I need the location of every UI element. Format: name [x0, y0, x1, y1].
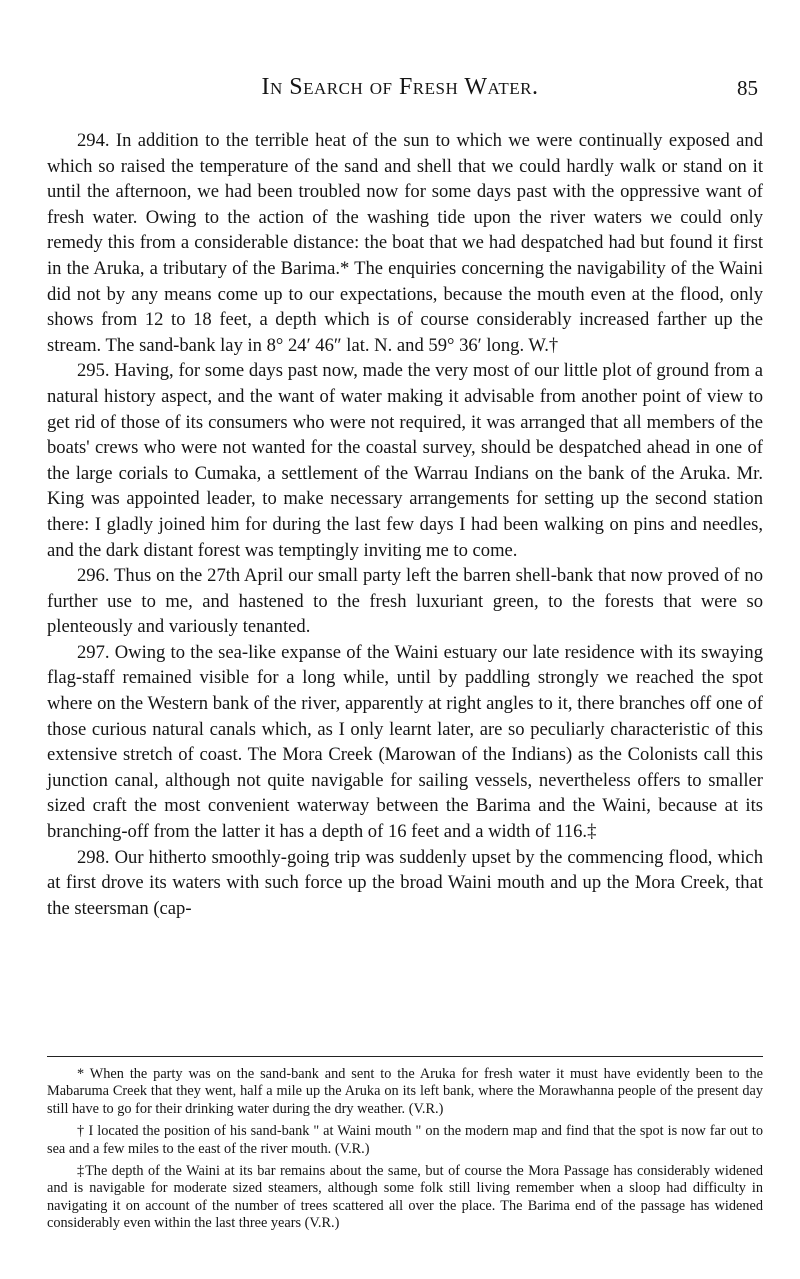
body-text [47, 128, 763, 921]
footnote-rule [47, 1056, 763, 1057]
running-head-title: In Search of Fresh Water. [261, 74, 539, 100]
footnotes [47, 1066, 763, 1238]
footnote-dagger: † I located the position of his sand-bank " at Waini mouth " on the modern map and find that the spot is now far out to sea and a few miles to the east of the river mouth. (V.R.) [47, 1123, 763, 1157]
paragraph-297: 297. Owing to the sea-like expanse of the Waini estuary our late residence with its swaying flag-staff remained visible for a long while, until by paddling strongly we reached the spot where on the Western bank of the river, apparently at right angles to it, there branches off one of those curious natural canals which, as I only learnt later, are so peculiarly characteristic of this extensive stretch of coast. The Mora Creek (Marowan of the Indians) as the Colonists call this junction canal, although not quite navigable for sailing vessels, nevertheless offers to smaller sized craft the most convenient waterway between the Barima and the Waini, because at its branching-off from the latter it has a depth of 16 feet and a width of 116.‡ [47, 641, 763, 843]
paragraph-298: 298. Our hitherto smoothly-going trip was suddenly upset by the commencing flood, which at first drove its waters with such force up the broad Waini mouth and up the Mora Creek, that the steersman (cap- [47, 846, 763, 919]
paragraph-294: 294. In addition to the terrible heat of the sun to which we were continually exposed and which so raised the temperature of the sand and shell that we could hardly walk or stand on it until the afternoon, we had been troubled now for some days past with the oppressive want of fresh water. Owing to the action of the washing tide upon the river waters we could only remedy this from a considerable distance: the boat that we had despatched had but found it first in the Aruka, a tributary of the Barima.* The enquiries concerning the navigability of the Waini did not by any means come up to our expectations, because the mouth even at the flood, only shows from 12 to 18 feet, a depth which is of course considerably increased farther up the stream. The sand-bank lay in 8° 24′ 46″ lat. N. and 59° 36′ long. W.† [47, 130, 763, 356]
page-number: 85 [737, 76, 758, 100]
paragraph-296: 296. Thus on the 27th April our small party left the barren shell-bank that now proved of no further use to me, and hastened to the fresh luxuriant green, to the forests that were so plenteously and variously tenanted. [47, 565, 763, 638]
paragraph-295: 295. Having, for some days past now, made the very most of our little plot of ground from a natural history aspect, and the want of water making it advisable from another point of view to get rid of those of its consumers who were not required, it was arranged that all members of the boats' crews who were not wanted for the coastal survey, should be despatched ahead in one of the large corials to Cumaka, a settlement of the Warrau Indians on the bank of the Aruka. Mr. King was appointed leader, to make necessary arrangements for setting up the second station there: I gladly joined him for during the last few days I had been walking on pins and needles, and the dark distant forest was temptingly inviting me to come. [47, 360, 763, 561]
footnote-asterisk: * When the party was on the sand-bank and sent to the Aruka for fresh water it must have evidently been to the Mabaruma Creek that they went, half a mile up the Aruka on its left bank, where the Morawhanna people of the present day still have to go for their drinking water during the dry weather. (V.R.) [47, 1066, 763, 1117]
footnote-double-dagger: ‡The depth of the Waini at its bar remains about the same, but of course the Mora Passage has considerably widened and is navigable for moderate sized steamers, although some folk still living remember when a sloop had difficulty in navigating it on account of the number of trees scattered all over the place. The Barima end of the passage has widened considerably even within the last three years (V.R.) [47, 1163, 763, 1232]
running-head [0, 74, 800, 114]
